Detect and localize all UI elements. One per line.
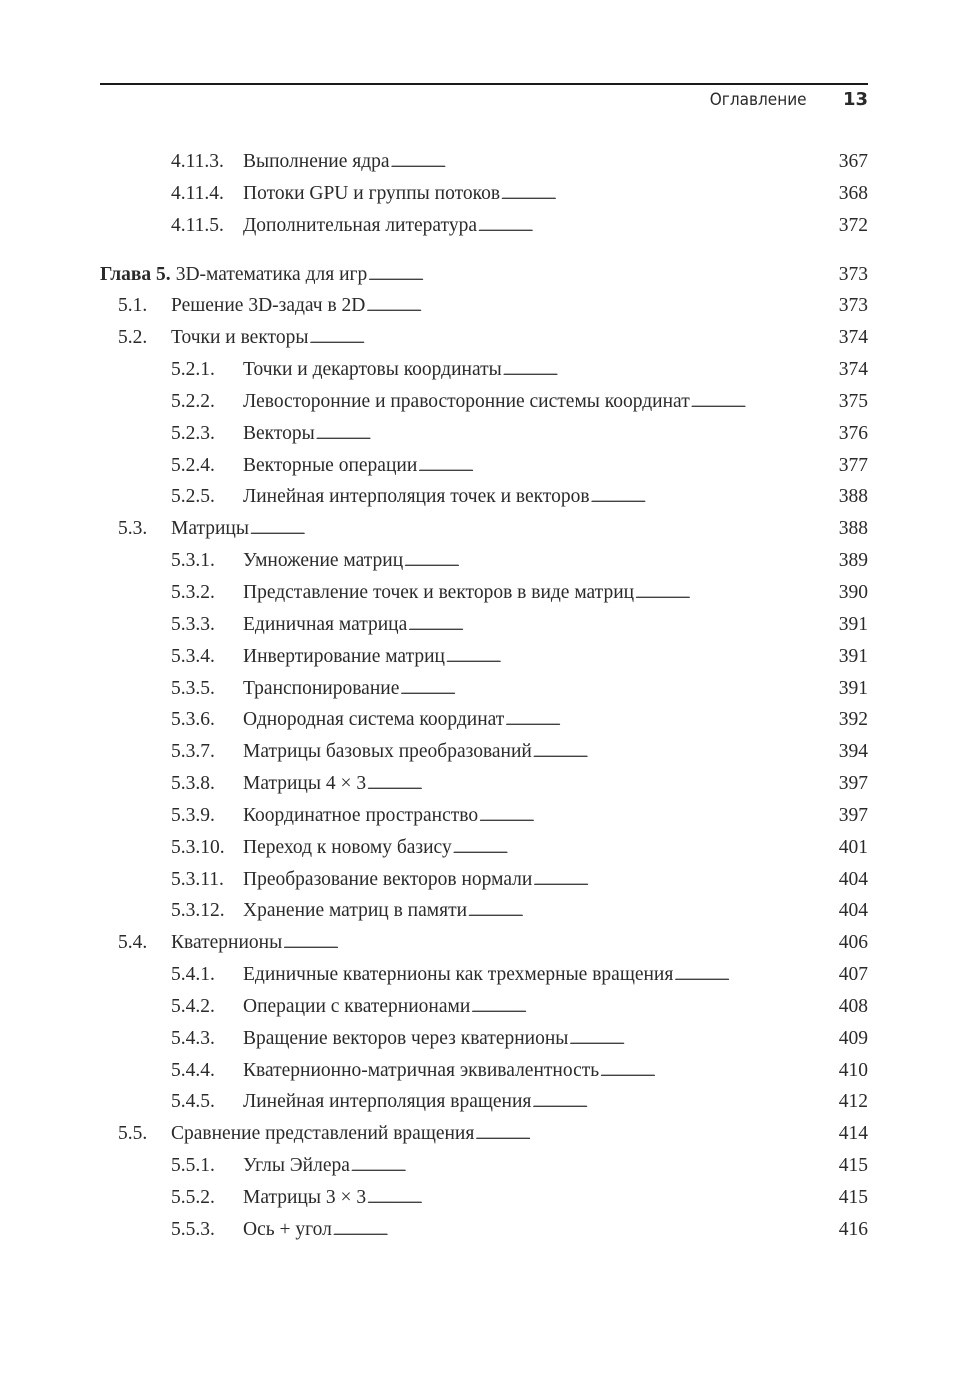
toc-entry: [100, 800, 868, 832]
toc-entry: [100, 354, 868, 386]
entry-number: 5.2.5.: [171, 486, 215, 508]
toc-entry: [100, 959, 868, 991]
entry-title: Координатное пространство: [243, 804, 479, 826]
entry-number: 5.4.2.: [171, 995, 215, 1017]
entry-number: 5.3.2.: [171, 581, 215, 603]
toc-entry: [100, 736, 868, 768]
entry-title: Решение 3D-задач в 2D: [171, 295, 366, 317]
toc-entry: [100, 768, 868, 800]
running-header: [699, 89, 868, 110]
entry-page: 397: [838, 804, 868, 826]
entry-number: 5.3.11.: [171, 868, 224, 890]
entry-title: Переход к новому базису: [243, 836, 452, 858]
entry-page: 391: [838, 613, 868, 635]
entry-number: 5.3.10.: [171, 836, 225, 858]
entry-page: 372: [838, 214, 868, 236]
toc-entry: [100, 545, 868, 577]
dot-leader: [635, 577, 838, 612]
entry-number: 5.4.3.: [171, 1027, 215, 1049]
entry-title: Вращение векторов через кватернионы: [243, 1027, 569, 1049]
toc-entry: [100, 513, 868, 545]
toc-entry: [100, 1118, 868, 1150]
toc-entry: [100, 418, 868, 450]
entry-page: 377: [838, 454, 868, 476]
entry-title: Умножение матриц: [243, 550, 404, 572]
dot-leader: [505, 704, 837, 739]
dot-leader: [453, 832, 838, 867]
dot-leader: [532, 1086, 837, 1121]
entry-page: 373: [838, 263, 868, 285]
entry-title: Точки и векторы: [171, 327, 309, 349]
entry-page: 374: [838, 327, 868, 349]
entry-page: 373: [838, 295, 868, 317]
toc-entry: [100, 386, 868, 418]
dot-leader: [468, 895, 838, 930]
dot-leader: [366, 290, 837, 325]
entry-title: Матрицы 4 × 3: [243, 773, 367, 795]
entry-number: 5.3.4.: [171, 645, 215, 667]
entry-page: 415: [838, 1187, 868, 1208]
entry-number: 4.11.3.: [171, 151, 224, 172]
entry-title: Углы Эйлера: [243, 1155, 350, 1177]
toc-chapter-entry: [100, 259, 868, 291]
toc-entry: [100, 178, 868, 210]
entry-title: Точки и декартовы координаты: [243, 359, 502, 381]
entry-page: 391: [838, 645, 868, 667]
dot-leader: [418, 450, 837, 485]
entry-page: 390: [838, 581, 868, 603]
entry-page: 404: [838, 900, 868, 922]
entry-number: 5.4.1.: [171, 964, 215, 986]
toc-entry: [100, 609, 868, 641]
dot-leader: [368, 259, 837, 294]
entry-page: 368: [838, 182, 868, 204]
entry-title: Единичная матрица: [243, 613, 408, 635]
entry-page: 409: [838, 1027, 868, 1049]
entry-number: 5.3.1.: [171, 550, 215, 572]
entry-page: 388: [838, 486, 868, 508]
entry-number: 5.3.5.: [171, 677, 215, 699]
dot-leader: [674, 959, 837, 994]
toc-entry: [100, 1182, 868, 1214]
dot-leader: [400, 673, 837, 708]
entry-page: 374: [838, 359, 868, 381]
entry-number: 5.4.4.: [171, 1059, 215, 1081]
dot-leader: [367, 1182, 838, 1217]
entry-title: Единичные кватернионы как трехмерные вращения: [243, 964, 674, 986]
entry-title: Матрицы: [171, 518, 249, 540]
dot-leader: [479, 800, 838, 835]
entry-page: 392: [838, 709, 868, 731]
entry-number: 5.3.6.: [171, 709, 215, 731]
entry-title: Ось + угол: [243, 1218, 332, 1240]
toc-entry: [100, 290, 868, 322]
entry-title: Векторы: [243, 422, 315, 444]
toc-entry: [100, 146, 868, 178]
dot-leader: [533, 864, 837, 899]
entry-title: Кватернионно-матричная эквивалентность: [243, 1059, 600, 1081]
entry-page: 397: [838, 773, 868, 795]
entry-number: 5.5.: [118, 1123, 148, 1145]
entry-title: Представление точек и векторов в виде матриц: [243, 581, 635, 603]
toc-entry: [100, 1023, 868, 1055]
entry-page: 416: [838, 1218, 868, 1240]
entry-number: 5.4.: [118, 932, 148, 954]
entry-number: 5.3.7.: [171, 741, 215, 763]
dot-leader: [591, 481, 838, 516]
toc-entry: [100, 322, 868, 354]
dot-leader: [250, 513, 838, 548]
dot-leader: [333, 1214, 838, 1249]
entry-title: Линейная интерполяция вращения: [243, 1091, 532, 1113]
entry-title: Матрицы 3 × 3: [243, 1187, 367, 1208]
dot-leader: [316, 418, 838, 453]
entry-page: 394: [838, 741, 868, 763]
entry-page: 415: [838, 1155, 868, 1177]
toc-entry: [100, 832, 868, 864]
entry-number: 5.3.9.: [171, 804, 215, 826]
toc-entry: [100, 641, 868, 673]
entry-number: 5.3.8.: [171, 773, 215, 795]
page-number: 13: [842, 89, 868, 110]
toc-entry: [100, 577, 868, 609]
entry-title: Инвертирование матриц: [243, 645, 445, 667]
entry-page: 414: [838, 1123, 868, 1145]
entry-number: Глава 5.: [100, 263, 171, 285]
table-of-contents: [100, 146, 868, 1246]
entry-number: 5.5.2.: [171, 1187, 215, 1208]
entry-number: 5.4.5.: [171, 1091, 215, 1113]
entry-title: Потоки GPU и группы потоков: [243, 182, 501, 204]
entry-page: 408: [838, 995, 868, 1017]
dot-leader: [351, 1150, 838, 1185]
entry-title: Выполнение ядра: [243, 151, 390, 172]
entry-number: 5.2.4.: [171, 454, 215, 476]
toc-entry: [100, 927, 868, 959]
dot-leader: [501, 178, 838, 213]
dot-leader: [691, 386, 838, 421]
entry-page: 412: [838, 1091, 868, 1113]
dot-leader: [391, 146, 838, 181]
dot-leader: [475, 1118, 837, 1153]
entry-number: 5.3.: [118, 518, 148, 540]
entry-number: 5.2.1.: [171, 359, 215, 381]
toc-entry: [100, 704, 868, 736]
entry-page: 410: [838, 1059, 868, 1081]
entry-title: Транспонирование: [243, 677, 400, 699]
dot-leader: [533, 736, 838, 771]
toc-entry: [100, 1214, 868, 1246]
entry-number: 5.5.3.: [171, 1218, 215, 1240]
entry-number: 5.3.3.: [171, 613, 215, 635]
toc-entry: [100, 991, 868, 1023]
dot-leader: [446, 641, 838, 676]
toc-entry: [100, 1055, 868, 1087]
entry-title: Операции с кватернионами: [243, 995, 471, 1017]
entry-number: 5.5.1.: [171, 1155, 215, 1177]
toc-entry: [100, 481, 868, 513]
entry-title: Преобразование векторов нормали: [243, 868, 533, 890]
entry-number: 5.2.: [118, 327, 148, 349]
entry-title: Левосторонние и правосторонние системы координат: [243, 390, 690, 412]
dot-leader: [471, 991, 837, 1026]
toc-entry: [100, 1086, 868, 1118]
entry-title: Сравнение представлений вращения: [171, 1123, 475, 1145]
entry-page: 407: [838, 964, 868, 986]
entry-title: Однородная система координат: [243, 709, 505, 731]
dot-leader: [309, 322, 837, 357]
entry-number: 4.11.4.: [171, 182, 224, 204]
entry-number: 5.1.: [118, 295, 148, 317]
entry-title: Линейная интерполяция точек и векторов: [243, 486, 590, 508]
entry-number: 5.2.3.: [171, 422, 215, 444]
dot-leader: [408, 609, 837, 644]
entry-title: Матрицы базовых преобразований: [243, 741, 532, 763]
entry-number: 5.2.2.: [171, 390, 215, 412]
entry-number: 5.3.12.: [171, 900, 225, 922]
entry-title: Кватернионы: [171, 932, 283, 954]
entry-page: 401: [838, 836, 868, 858]
dot-leader: [503, 354, 838, 389]
dot-leader: [569, 1023, 837, 1058]
entry-number: 4.11.5.: [171, 214, 224, 236]
dot-leader: [600, 1055, 838, 1090]
toc-entry: [100, 450, 868, 482]
entry-page: 406: [838, 932, 868, 954]
entry-title: Дополнительная литература: [243, 214, 477, 236]
entry-page: 388: [838, 518, 868, 540]
dot-leader: [283, 927, 838, 962]
header-rule: [100, 83, 868, 85]
toc-entry: [100, 1150, 868, 1182]
entry-page: 375: [838, 390, 868, 412]
entry-title: 3D-математика для игр: [175, 263, 368, 285]
entry-page: 367: [838, 151, 868, 172]
dot-leader: [404, 545, 838, 580]
entry-page: 404: [838, 868, 868, 890]
toc-entry: [100, 895, 868, 927]
entry-page: 376: [838, 422, 868, 444]
dot-leader: [367, 768, 838, 803]
toc-entry: [100, 673, 868, 705]
toc-entry: [100, 864, 868, 896]
entry-title: Векторные операции: [243, 454, 418, 476]
entry-title: Хранение матриц в памяти: [243, 900, 468, 922]
entry-page: 391: [838, 677, 868, 699]
dot-leader: [478, 210, 838, 245]
section-title: Оглавление: [710, 90, 807, 110]
entry-page: 389: [838, 550, 868, 572]
toc-entry: [100, 210, 868, 242]
